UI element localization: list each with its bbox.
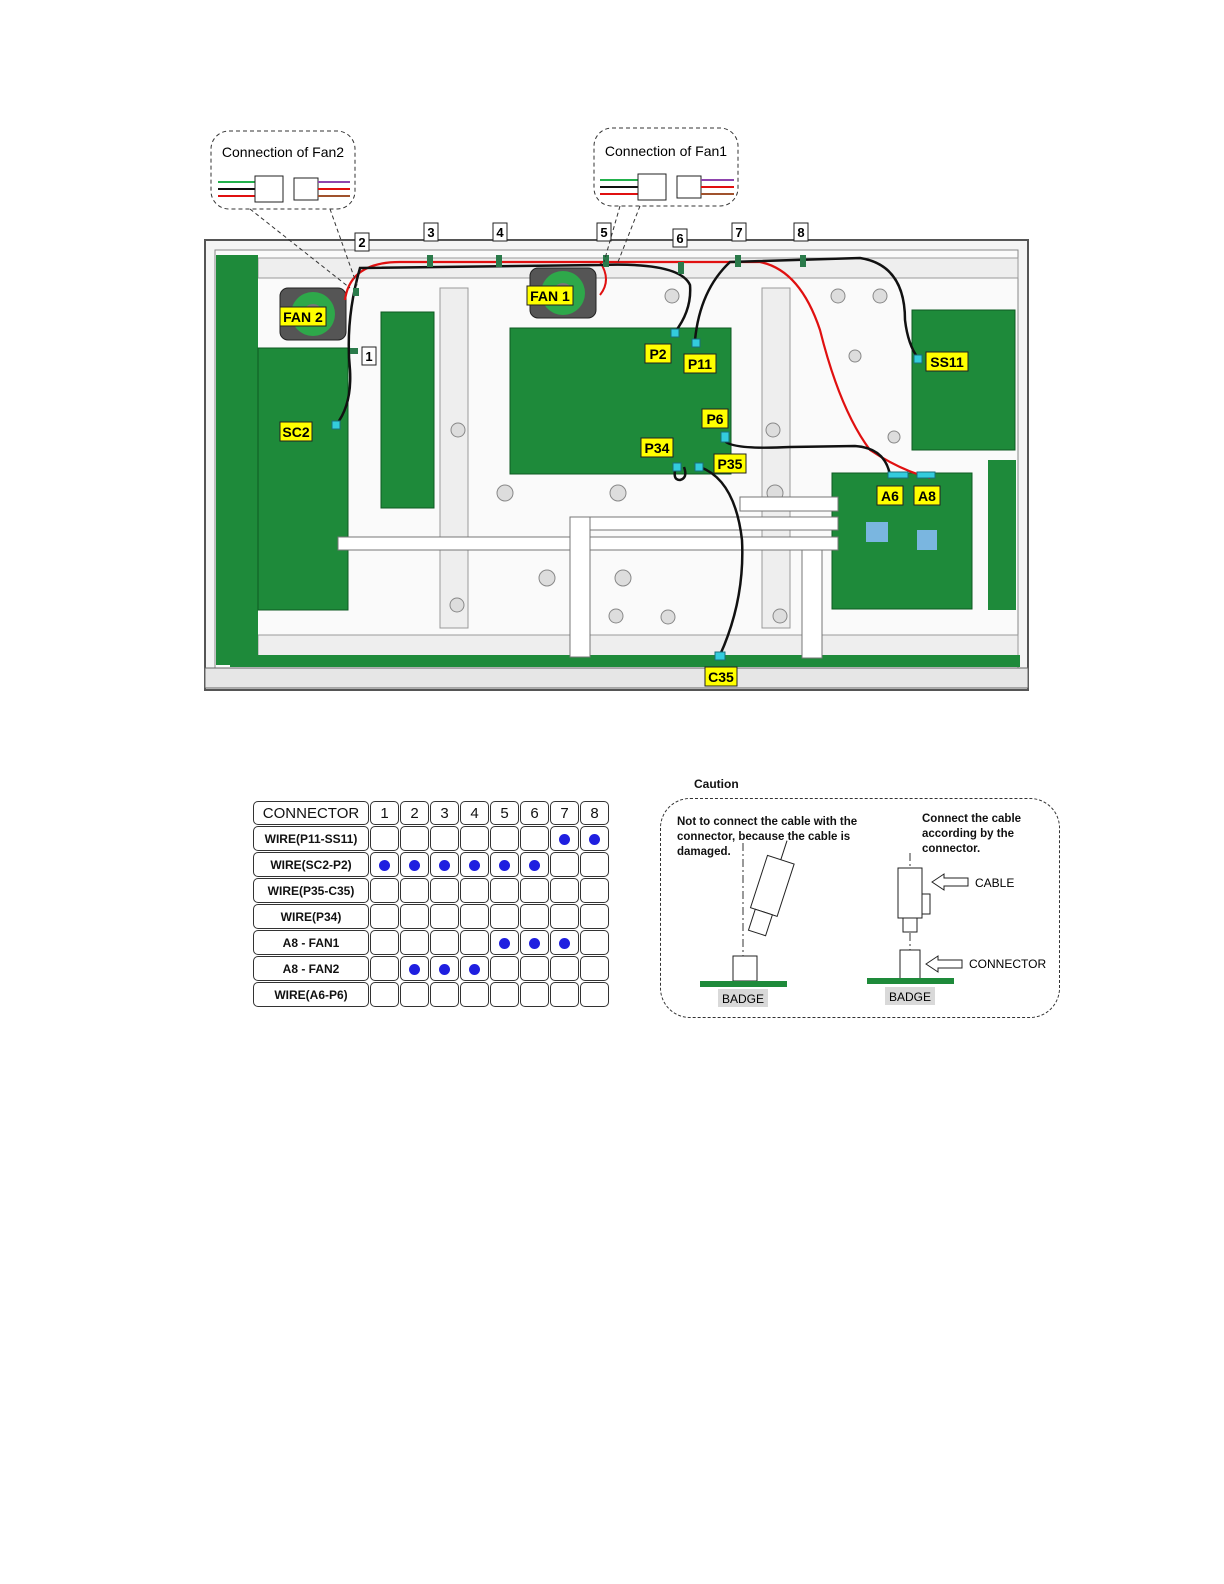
a-board-chip-2 <box>917 530 937 550</box>
table-row-label: WIRE(P35-C35) <box>253 878 369 903</box>
left-badge-plate <box>700 981 787 987</box>
table-cell <box>580 930 609 955</box>
table-cell <box>460 904 489 929</box>
table-cell <box>550 904 579 929</box>
table-cell <box>370 956 399 981</box>
svg-text:P2: P2 <box>649 346 667 362</box>
table-header-row <box>253 801 609 825</box>
table-cell <box>430 930 459 955</box>
table-cell <box>580 956 609 981</box>
table-cell <box>520 956 549 981</box>
table-column-header: 1 <box>370 801 399 825</box>
table-cell <box>400 878 429 903</box>
table-cell <box>520 904 549 929</box>
left-connector-block <box>733 956 757 981</box>
clamp-dot-icon <box>469 964 480 975</box>
label-a8 <box>914 486 940 505</box>
table-cell <box>490 930 519 955</box>
table-cell <box>460 826 489 851</box>
table-cell <box>370 904 399 929</box>
table-row <box>253 826 609 851</box>
svg-text:2: 2 <box>358 235 366 250</box>
clamp-tag-7 <box>732 223 746 241</box>
table-row-label: WIRE(P11-SS11) <box>253 826 369 851</box>
svg-text:6: 6 <box>676 231 684 246</box>
table-row-label: WIRE(SC2-P2) <box>253 852 369 877</box>
straight-cable-tip <box>903 918 917 932</box>
label-sc2 <box>280 422 312 441</box>
cable-label: CABLE <box>975 876 1015 890</box>
svg-text:FAN 1: FAN 1 <box>530 288 570 304</box>
right-badge-plate <box>867 978 954 984</box>
table-cell <box>400 904 429 929</box>
clamp-dot-icon <box>589 834 600 845</box>
straight-cable-body <box>898 868 922 918</box>
label-p6 <box>702 409 728 428</box>
table-cell <box>580 982 609 1007</box>
svg-text:P6: P6 <box>706 411 724 427</box>
flex-cable-5 <box>740 497 838 511</box>
svg-text:P35: P35 <box>717 456 743 472</box>
table-cell <box>430 904 459 929</box>
clamp-tag-5 <box>597 223 611 241</box>
clamp-dot-icon <box>379 860 390 871</box>
table-cell <box>520 852 549 877</box>
bottom-frame-strip <box>205 668 1028 688</box>
table-row-label: WIRE(A6-P6) <box>253 982 369 1007</box>
fan1-callout-title: Connection of Fan1 <box>604 143 728 159</box>
svg-text:3: 3 <box>427 225 435 240</box>
flex-cable-2 <box>570 517 838 530</box>
table-cell <box>400 852 429 877</box>
left-badge-label: BADGE <box>721 992 765 1006</box>
connector-label: CONNECTOR <box>969 957 1047 971</box>
connector-table <box>252 800 610 1008</box>
table-cell <box>550 930 579 955</box>
table-body <box>253 826 609 1007</box>
flex-cable-4 <box>802 550 822 658</box>
clamp-tag-2 <box>355 233 369 251</box>
strut-left <box>440 288 468 628</box>
table-row <box>253 956 609 981</box>
table-cell <box>550 956 579 981</box>
clamp-dot-icon <box>499 938 510 949</box>
clamp-tag-4 <box>493 223 507 241</box>
table-column-header: 8 <box>580 801 609 825</box>
label-a6 <box>877 486 903 505</box>
svg-text:FAN 2: FAN 2 <box>283 309 323 325</box>
caution-right-text: Connect the cable according by the connector. <box>922 813 1022 855</box>
table-cell <box>400 982 429 1007</box>
bottom-board-strip <box>230 655 1020 667</box>
table-cell <box>400 930 429 955</box>
table-header-label: CONNECTOR <box>253 801 369 825</box>
left-edge-board <box>216 255 258 665</box>
ss11-board <box>912 310 1015 450</box>
right-edge-board <box>988 460 1016 610</box>
table-cell <box>370 826 399 851</box>
table-cell <box>550 982 579 1007</box>
table-cell <box>490 826 519 851</box>
fan2-callout-title: Connection of Fan2 <box>221 144 345 160</box>
svg-text:P34: P34 <box>644 440 670 456</box>
table-cell <box>520 982 549 1007</box>
table-cell <box>580 852 609 877</box>
table-cell <box>580 878 609 903</box>
tilted-cable-icon <box>744 836 801 937</box>
table-cell <box>520 878 549 903</box>
table-row-label: A8 - FAN1 <box>253 930 369 955</box>
table-column-header: 6 <box>520 801 549 825</box>
middle-small-board <box>381 312 434 508</box>
table-row <box>253 930 609 955</box>
clamp-dot-icon <box>559 834 570 845</box>
label-p2 <box>645 344 671 363</box>
table-cell <box>550 852 579 877</box>
svg-text:5: 5 <box>600 225 608 240</box>
caution-wrong-text: Not to connect the cable with the connector, because the cable is damaged. <box>677 816 858 858</box>
strut-right <box>762 288 790 628</box>
straight-cable-latch <box>922 894 930 914</box>
clamp-dot-icon <box>439 860 450 871</box>
svg-text:P11: P11 <box>687 356 713 372</box>
label-fan2 <box>280 307 326 326</box>
table-cell <box>370 982 399 1007</box>
table-row <box>253 878 609 903</box>
table-cell <box>370 878 399 903</box>
table-cell <box>460 878 489 903</box>
a-board-chip-1 <box>866 522 888 542</box>
table-cell <box>490 982 519 1007</box>
table-cell <box>430 982 459 1007</box>
wiring-diagram <box>0 0 1224 760</box>
clamp-dot-icon <box>469 860 480 871</box>
sc2-board <box>258 348 348 610</box>
svg-text:SS11: SS11 <box>930 354 964 370</box>
table-cell <box>460 930 489 955</box>
table-cell <box>460 852 489 877</box>
table-column-header: 5 <box>490 801 519 825</box>
table-cell <box>580 826 609 851</box>
table-row <box>253 904 609 929</box>
table-cell <box>580 904 609 929</box>
table-cell <box>430 826 459 851</box>
right-badge-label: BADGE <box>888 990 932 1004</box>
table-cell <box>490 956 519 981</box>
clamp-tag-8 <box>794 223 808 241</box>
cable-arrow-icon <box>932 874 968 890</box>
svg-text:C35: C35 <box>708 669 734 685</box>
clamp-tag-3 <box>424 223 438 241</box>
clamp-dot-icon <box>559 938 570 949</box>
svg-text:4: 4 <box>496 225 504 240</box>
table-cell <box>370 930 399 955</box>
svg-text:8: 8 <box>797 225 805 240</box>
table-row <box>253 852 609 877</box>
clamp-dot-icon <box>409 964 420 975</box>
table-cell <box>550 878 579 903</box>
table-cell <box>460 982 489 1007</box>
label-p11 <box>684 354 716 373</box>
clamp-tag-1 <box>362 347 376 365</box>
table-cell <box>490 852 519 877</box>
label-c35 <box>705 667 737 686</box>
svg-text:7: 7 <box>735 225 743 240</box>
table-cell <box>550 826 579 851</box>
table-column-header: 3 <box>430 801 459 825</box>
table-cell <box>520 826 549 851</box>
svg-text:SC2: SC2 <box>282 424 310 440</box>
table-cell <box>430 852 459 877</box>
table-column-header: 7 <box>550 801 579 825</box>
table-cell <box>520 930 549 955</box>
svg-text:A8: A8 <box>918 488 936 504</box>
table-cell <box>400 826 429 851</box>
clamp-dot-icon <box>499 860 510 871</box>
label-p34 <box>641 438 673 457</box>
bottom-rail <box>258 635 1018 657</box>
caution-illustration <box>660 798 1058 1016</box>
clamp-dot-icon <box>439 964 450 975</box>
table-cell <box>430 956 459 981</box>
main-board <box>510 328 731 474</box>
clamp-tag-6 <box>673 229 687 247</box>
connector-arrow-icon <box>926 956 962 972</box>
label-fan1 <box>527 286 573 305</box>
svg-text:A6: A6 <box>881 488 899 504</box>
table-cell <box>490 878 519 903</box>
table-cell <box>460 956 489 981</box>
table-row-label: WIRE(P34) <box>253 904 369 929</box>
flex-cable-3 <box>570 517 590 657</box>
table-cell <box>370 852 399 877</box>
table-row-label: A8 - FAN2 <box>253 956 369 981</box>
table-column-header: 4 <box>460 801 489 825</box>
clamp-dot-icon <box>529 860 540 871</box>
caution-title: Caution <box>694 777 739 791</box>
table-cell <box>400 956 429 981</box>
label-ss11 <box>926 352 968 371</box>
svg-text:1: 1 <box>365 349 373 364</box>
clamp-dot-icon <box>409 860 420 871</box>
right-connector-block <box>900 950 920 980</box>
label-p35 <box>714 454 746 473</box>
table-row <box>253 982 609 1007</box>
clamp-dot-icon <box>529 938 540 949</box>
table-cell <box>430 878 459 903</box>
table-column-header: 2 <box>400 801 429 825</box>
table-cell <box>490 904 519 929</box>
